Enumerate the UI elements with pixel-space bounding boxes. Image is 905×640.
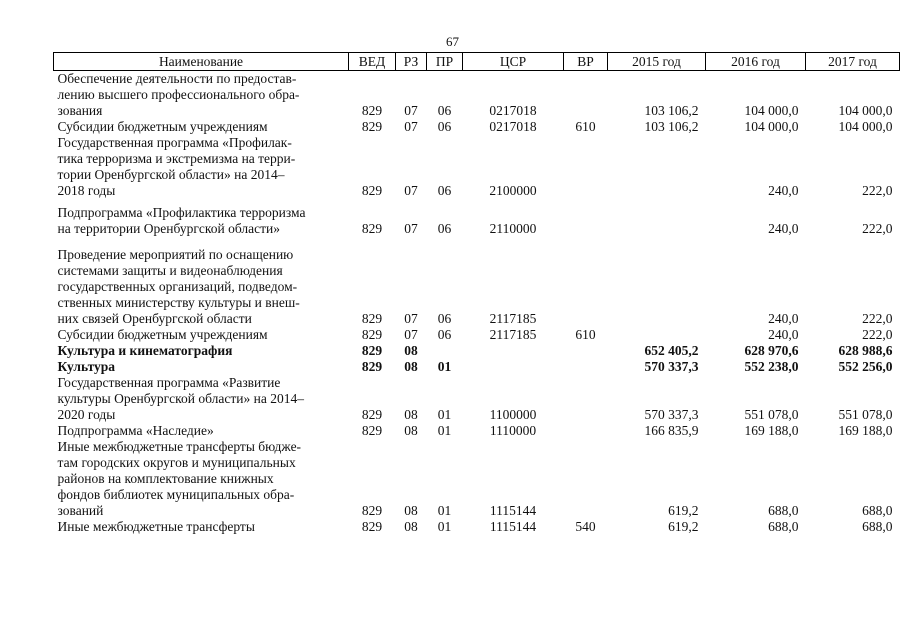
cell-2017: 688,0: [862, 519, 893, 534]
table-body: [54, 71, 900, 536]
cell-name-line: Подпрограмма «Профилактика терроризма: [57, 205, 306, 220]
cell-2016: 104 000,0: [744, 103, 799, 118]
cell-2015: 103 106,2: [644, 119, 699, 134]
cell-2016: 551 078,0: [744, 407, 799, 422]
cell-2016: 240,0: [768, 327, 799, 342]
header-ved: ВЕД: [349, 53, 396, 71]
cell-name: [54, 327, 349, 343]
cell-name-line: ственных министерству культуры и внеш-: [57, 295, 300, 310]
header-2017: 2017 год: [806, 53, 900, 71]
header-name: Наименование: [54, 53, 349, 71]
cell-name-line: зования: [57, 103, 103, 118]
cell-name-line: на территории Оренбургской области»: [57, 221, 280, 236]
cell-ved: 829: [361, 311, 383, 326]
cell-rz: 08: [404, 519, 418, 534]
cell-csr: 2110000: [489, 221, 537, 236]
table-row: [54, 359, 900, 375]
cell-pr: 06: [437, 221, 452, 236]
table-row: [54, 519, 900, 535]
cell-2016: 240,0: [768, 311, 799, 326]
table-row: [54, 327, 900, 343]
cell-ved: 829: [361, 327, 383, 342]
cell-2017: 551 078,0: [838, 407, 893, 422]
cell-vr: [564, 247, 608, 327]
cell-vr: [564, 205, 608, 247]
cell-rz: 08: [404, 503, 418, 518]
table-row: [54, 205, 900, 247]
cell-2015: [608, 247, 706, 327]
cell-2015: 570 337,3: [644, 407, 699, 422]
cell-name-line: Иные межбюджетные трансферты: [57, 519, 255, 534]
cell-csr: 0217018: [489, 119, 537, 134]
cell-2016: 104 000,0: [744, 119, 799, 134]
cell-pr: 06: [437, 311, 452, 326]
cell-pr: 01: [437, 407, 452, 422]
cell-vr: [564, 71, 608, 120]
table-row: [54, 135, 900, 205]
cell-rz: 07: [404, 103, 418, 118]
cell-ved: 829: [361, 503, 383, 518]
cell-2017: 688,0: [862, 503, 893, 518]
cell-2016: 628 970,6: [744, 343, 799, 358]
cell-2016: 552 238,0: [744, 359, 799, 374]
cell-name-line: Культура: [57, 359, 116, 374]
cell-vr: [564, 343, 608, 359]
cell-name-line: фондов библиотек муниципальных обра-: [57, 487, 295, 502]
cell-ved: 829: [361, 119, 383, 134]
cell-rz: 07: [404, 119, 418, 134]
cell-vr: 610: [575, 327, 596, 342]
cell-vr: [564, 359, 608, 375]
cell-name: [54, 359, 349, 375]
cell-2017: 104 000,0: [838, 119, 893, 134]
table-row: [54, 247, 900, 327]
cell-2015: 652 405,2: [644, 343, 699, 358]
cell-pr: 01: [437, 423, 452, 438]
cell-2015: [608, 327, 706, 343]
cell-2017: 104 000,0: [838, 103, 893, 118]
cell-name-line: тика терроризма и экстремизма на терри-: [57, 151, 296, 166]
cell-2015: 103 106,2: [644, 103, 699, 118]
cell-2015: 619,2: [668, 503, 699, 518]
cell-rz: 08: [404, 407, 418, 422]
cell-name: [54, 135, 349, 205]
cell-name-line: тории Оренбургской области» на 2014–: [57, 167, 285, 182]
table-row: [54, 423, 900, 439]
budget-table: [53, 52, 900, 535]
cell-name-line: Культура и кинематография: [57, 343, 233, 358]
cell-vr: [564, 375, 608, 423]
cell-name: [54, 247, 349, 327]
cell-pr: 06: [437, 183, 452, 198]
cell-2015: 166 835,9: [644, 423, 699, 438]
cell-name: [54, 205, 349, 247]
cell-ved: 829: [361, 103, 383, 118]
cell-2015: 570 337,3: [644, 359, 699, 374]
cell-name: [54, 119, 349, 135]
cell-2016: 688,0: [768, 519, 799, 534]
cell-2015: [608, 135, 706, 205]
cell-name-line: там городских округов и муниципальных: [57, 455, 296, 470]
cell-name-line: Обеспечение деятельности по предостав-: [57, 71, 297, 86]
cell-ved: 829: [361, 343, 383, 358]
cell-name-line: Иные межбюджетные трансферты бюдже-: [57, 439, 302, 454]
cell-rz: 07: [404, 221, 418, 236]
cell-pr: 06: [437, 103, 452, 118]
table-row: [54, 375, 900, 423]
cell-name: [54, 439, 349, 519]
cell-name-line: 2018 годы: [57, 183, 116, 198]
cell-2017: 628 988,6: [838, 343, 893, 358]
header-rz: РЗ: [396, 53, 427, 71]
cell-csr: 1110000: [489, 423, 537, 438]
header-pr: ПР: [427, 53, 463, 71]
page-number: 67: [446, 34, 459, 49]
cell-ved: 829: [361, 221, 383, 236]
cell-name-line: зований: [57, 503, 104, 518]
cell-name-line: них связей Оренбургской области: [57, 311, 252, 326]
cell-name-line: Подпрограмма «Наследие»: [57, 423, 214, 438]
header-2015: 2015 год: [608, 53, 706, 71]
cell-2017: 222,0: [862, 221, 893, 236]
table-row: [54, 71, 900, 120]
cell-csr: 1100000: [489, 407, 537, 422]
cell-rz: 08: [404, 359, 418, 374]
cell-rz: 08: [404, 423, 418, 438]
cell-rz: 07: [404, 183, 418, 198]
cell-name: [54, 343, 349, 359]
cell-csr: [463, 343, 564, 359]
header-vr: ВР: [564, 53, 608, 71]
cell-vr: 540: [575, 519, 596, 534]
table-row: [54, 439, 900, 519]
cell-2016: 240,0: [768, 183, 799, 198]
cell-vr: 610: [575, 119, 596, 134]
cell-2016: 169 188,0: [744, 423, 799, 438]
cell-2016: 240,0: [768, 221, 799, 236]
cell-name: [54, 375, 349, 423]
cell-csr: 0217018: [489, 103, 537, 118]
cell-2016: 688,0: [768, 503, 799, 518]
cell-pr: 06: [437, 327, 452, 342]
cell-2017: 222,0: [862, 311, 893, 326]
cell-rz: 07: [404, 311, 418, 326]
cell-vr: [564, 135, 608, 205]
cell-csr: 2117185: [489, 327, 537, 342]
cell-rz: 07: [404, 327, 418, 342]
cell-vr: [564, 439, 608, 519]
cell-2017: 552 256,0: [838, 359, 893, 374]
cell-name-line: системами защиты и видеонаблюдения: [57, 263, 283, 278]
cell-rz: 08: [404, 343, 418, 358]
cell-ved: 829: [361, 407, 383, 422]
cell-name-line: государственных организаций, подведом-: [57, 279, 298, 294]
cell-name-line: лению высшего профессионального обра-: [57, 87, 300, 102]
cell-csr: 2100000: [489, 183, 537, 198]
cell-name-line: Проведение мероприятий по оснащению: [57, 247, 294, 262]
table-header-row: [54, 53, 900, 71]
cell-name: [54, 519, 349, 535]
cell-pr: 01: [437, 519, 452, 534]
cell-csr: [463, 359, 564, 375]
cell-csr: 2117185: [489, 311, 537, 326]
cell-pr: 06: [437, 119, 452, 134]
cell-name-line: Субсидии бюджетным учреждениям: [57, 327, 268, 342]
cell-pr: [427, 343, 463, 359]
table-row: [54, 343, 900, 359]
cell-ved: 829: [361, 183, 383, 198]
cell-2017: 169 188,0: [838, 423, 893, 438]
cell-name-line: Субсидии бюджетным учреждениям: [57, 119, 268, 134]
cell-2015: [608, 205, 706, 247]
table-row: [54, 119, 900, 135]
cell-ved: 829: [361, 359, 383, 374]
cell-pr: 01: [437, 359, 452, 374]
cell-ved: 829: [361, 519, 383, 534]
cell-name-line: 2020 годы: [57, 407, 116, 422]
cell-name-line: Государственная программа «Профилак-: [57, 135, 292, 150]
header-csr: ЦСР: [463, 53, 564, 71]
cell-name: [54, 71, 349, 120]
cell-name-line: Государственная программа «Развитие: [57, 375, 281, 390]
header-2016: 2016 год: [706, 53, 806, 71]
cell-2017: 222,0: [862, 183, 893, 198]
cell-name: [54, 423, 349, 439]
cell-ved: 829: [361, 423, 383, 438]
cell-vr: [564, 423, 608, 439]
cell-name-line: районов на комплектование книжных: [57, 471, 274, 486]
cell-csr: 1115144: [489, 503, 537, 518]
cell-pr: 01: [437, 503, 452, 518]
cell-2017: 222,0: [862, 327, 893, 342]
cell-name-line: культуры Оренбургской области» на 2014–: [57, 391, 304, 406]
cell-2015: 619,2: [668, 519, 699, 534]
cell-csr: 1115144: [489, 519, 537, 534]
